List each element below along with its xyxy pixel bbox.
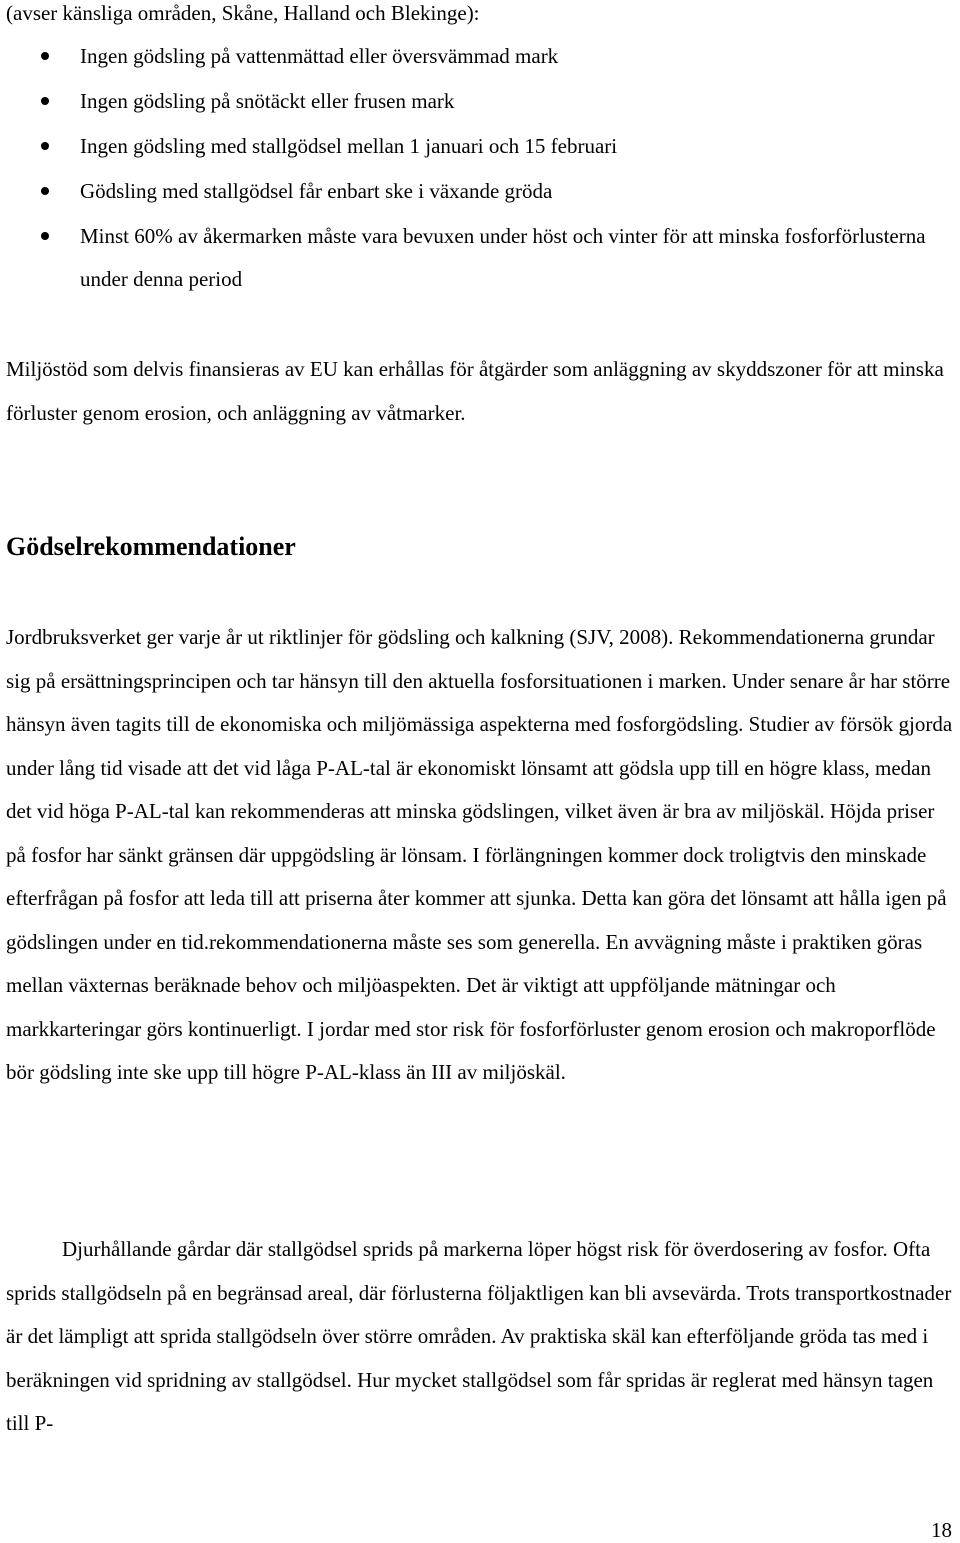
paragraph-recommendations: Jordbruksverket ger varje år ut riktlinjer för gödsling och kalkning (SJV, 2008). Rekommendationerna grundar sig på ersättningsprincipen och tar hänsyn till den aktuella fosforsituationen i marken. Under senare år har större hänsyn även tagits till de ekonomiska och miljömässiga aspekterna med fosforgödsling. Studier av försök gjorda under lång tid visade att det vid låga P-AL-tal är ekonomiskt lönsamt att gödsla upp till en högre klass, medan det vid höga P-AL-tal kan rekommenderas att minska gödslingen, vilket även är bra av miljöskäl. Höjda priser på fosfor har sänkt gränsen där uppgödsling är lönsam. I förlängningen kommer dock troligtvis den minskade efterfrågan på fosfor att leda till att priserna åter kommer att sjunka. Detta kan göra det lönsamt att hålla igen på gödslingen under en tid.rekommendationerna måste ses som generella. En avvägning måste i praktiken göras mellan växternas beräknade behov och miljöaspekten. Det är viktigt att uppföljande mätningar och markkarteringar görs kontinuerligt. I jordar med stor risk för fosforförluster genom erosion och makroporflöde bör gödsling inte ske upp till högre P-AL-klass än III av miljöskäl. (6, 625, 953, 1084)
bullet-list (0, 34, 950, 301)
list-item-text: Ingen gödsling på snötäckt eller frusen mark (80, 89, 455, 113)
list-item (0, 169, 950, 214)
list-item-text: Minst 60% av åkermarken måste vara bevuxen under höst och vinter för att minska fosforförlusterna under denna period (80, 224, 926, 291)
list-item-text: Ingen gödsling med stallgödsel mellan 1 januari och 15 februari (80, 134, 618, 158)
bullet-icon (41, 52, 49, 60)
list-item (0, 214, 950, 301)
list-item-text: Ingen gödsling på vattenmättad eller översvämmad mark (80, 44, 559, 68)
list-item (0, 34, 950, 79)
bullet-icon (41, 142, 49, 150)
bullet-icon (41, 232, 49, 240)
page-number: 18 (931, 1518, 952, 1542)
list-item (0, 124, 950, 169)
section-heading: Gödselrekommendationer (6, 532, 296, 561)
paragraph-livestock-farms: Djurhållande gårdar där stallgödsel sprids på markerna löper högst risk för överdosering av fosfor. Ofta sprids stallgödseln på en begränsad areal, där förlusterna följaktligen kan bli avsevärda. Trots transportkostnader är det lämpligt att sprida stallgödseln över större områden. Av praktiska skäl kan efterföljande gröda tas med i beräkningen vid spridning av stallgödsel. Hur mycket stallgödsel som får spridas är reglerat med hänsyn tagen till P- (6, 1237, 952, 1435)
list-item (0, 79, 950, 124)
bullet-icon (41, 97, 49, 105)
list-item-text: Gödsling med stallgödsel får enbart ske i växande gröda (80, 179, 553, 203)
bullet-icon (41, 187, 49, 195)
intro-line: (avser känsliga områden, Skåne, Halland och Blekinge): (6, 1, 480, 25)
paragraph-eu-support: Miljöstöd som delvis finansieras av EU kan erhållas för åtgärder som anläggning av skyddszoner för att minska förluster genom erosion, och anläggning av våtmarker. (6, 357, 944, 425)
